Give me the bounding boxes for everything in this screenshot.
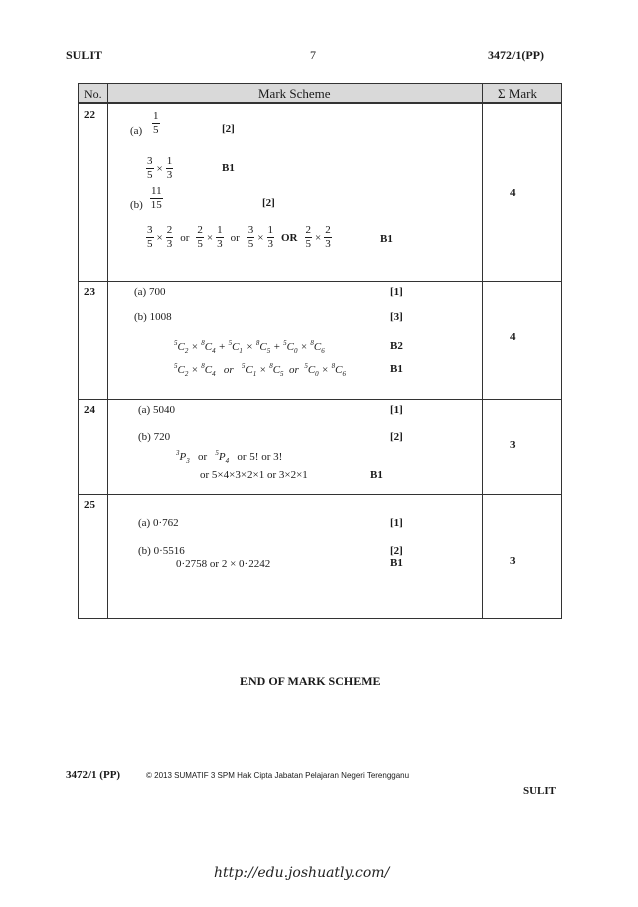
header-sulit: SULIT (66, 48, 103, 62)
total-mark: 3 (510, 555, 516, 567)
answer-b: (b) 0·5516 (138, 545, 185, 557)
mark-value: B1 (222, 162, 235, 174)
alternative-working: $\frac{3}{5}$ × $\frac{2}{3}$ or $\frac{2}{5}$ × $\frac{1}{3}$ or $\frac{3}{5}$ × $\frac{1}{3}$ OR $\frac{2}{5}$ × $\frac{2}{3}$ (147, 224, 331, 250)
answer-fraction: $\frac{11}{15}$ (150, 185, 162, 211)
mark-value: [1] (390, 404, 403, 416)
answer-b-alternative: 0·2758 or 2 × 0·2242 (176, 558, 271, 570)
footer-copyright: © 2013 SUMATIF 3 SPM Hak Cipta Jabatan Pelajaran Negeri Terengganu (146, 771, 410, 780)
footer-code: 3472/1 (PP) (66, 769, 121, 781)
total-mark: 3 (510, 439, 516, 451)
mark-value: B1 (390, 557, 403, 569)
total-mark: 4 (510, 331, 516, 343)
page-number: 7 (310, 48, 316, 62)
col-no-header: No. (84, 87, 102, 101)
mark-value: [2] (390, 431, 403, 443)
col-scheme-header: Mark Scheme (258, 86, 331, 101)
answer-a: (a) 5040 (138, 404, 175, 416)
mark-value: B2 (390, 340, 403, 352)
answer-a: (a) 0·762 (138, 517, 179, 529)
col-mark-header: Σ Mark (498, 86, 537, 101)
part-label: (a) (130, 125, 143, 137)
answer-a: (a) 700 (134, 286, 166, 298)
mark-value: B1 (380, 233, 393, 245)
part-label: (b) (130, 199, 143, 211)
combination-expression: $^5C_2 \times ^8C_4 + ^5C_1 \times ^8C_5 + ^5C_0 \times ^8C_6$ (174, 339, 325, 356)
question-number: 23 (84, 286, 95, 298)
answer-b: (b) 720 (138, 431, 171, 443)
permutation-alternatives: $^3P_3$ or $^5P_4$ or 5! or 3! (176, 449, 283, 466)
mark-scheme-table (78, 83, 562, 619)
answer-b: (b) 1008 (134, 311, 172, 323)
question-number: 22 (84, 109, 95, 121)
mark-value: [1] (390, 286, 403, 298)
mark-value: [2] (222, 123, 235, 135)
mark-value: [1] (390, 517, 403, 529)
mark-value: B1 (390, 363, 403, 375)
mark-value: B1 (370, 469, 383, 481)
mark-value: [3] (390, 311, 403, 323)
combination-alternatives: $^5C_2 \times ^8C_4$ or $^5C_1 \times ^8C_5$ or $^5C_0 \times ^8C_6$ (174, 362, 346, 379)
footer-sulit: SULIT (523, 785, 557, 797)
mark-value: [2] (390, 545, 403, 557)
source-url-link[interactable]: http://edu.joshuatly.com/ (214, 865, 390, 881)
paper-code: 3472/1(PP) (488, 48, 544, 62)
mark-value: [2] (262, 197, 275, 209)
question-number: 24 (84, 404, 95, 416)
working-expression: $\frac{3}{5}$ × $\frac{1}{3}$ (147, 155, 173, 181)
end-of-mark-scheme: END OF MARK SCHEME (240, 674, 381, 688)
answer-fraction: $\frac{1}{5}$ (153, 110, 159, 136)
total-mark: 4 (510, 187, 516, 199)
factorial-alternatives: or 5×4×3×2×1 or 3×2×1 (200, 469, 308, 481)
question-number: 25 (84, 499, 95, 511)
